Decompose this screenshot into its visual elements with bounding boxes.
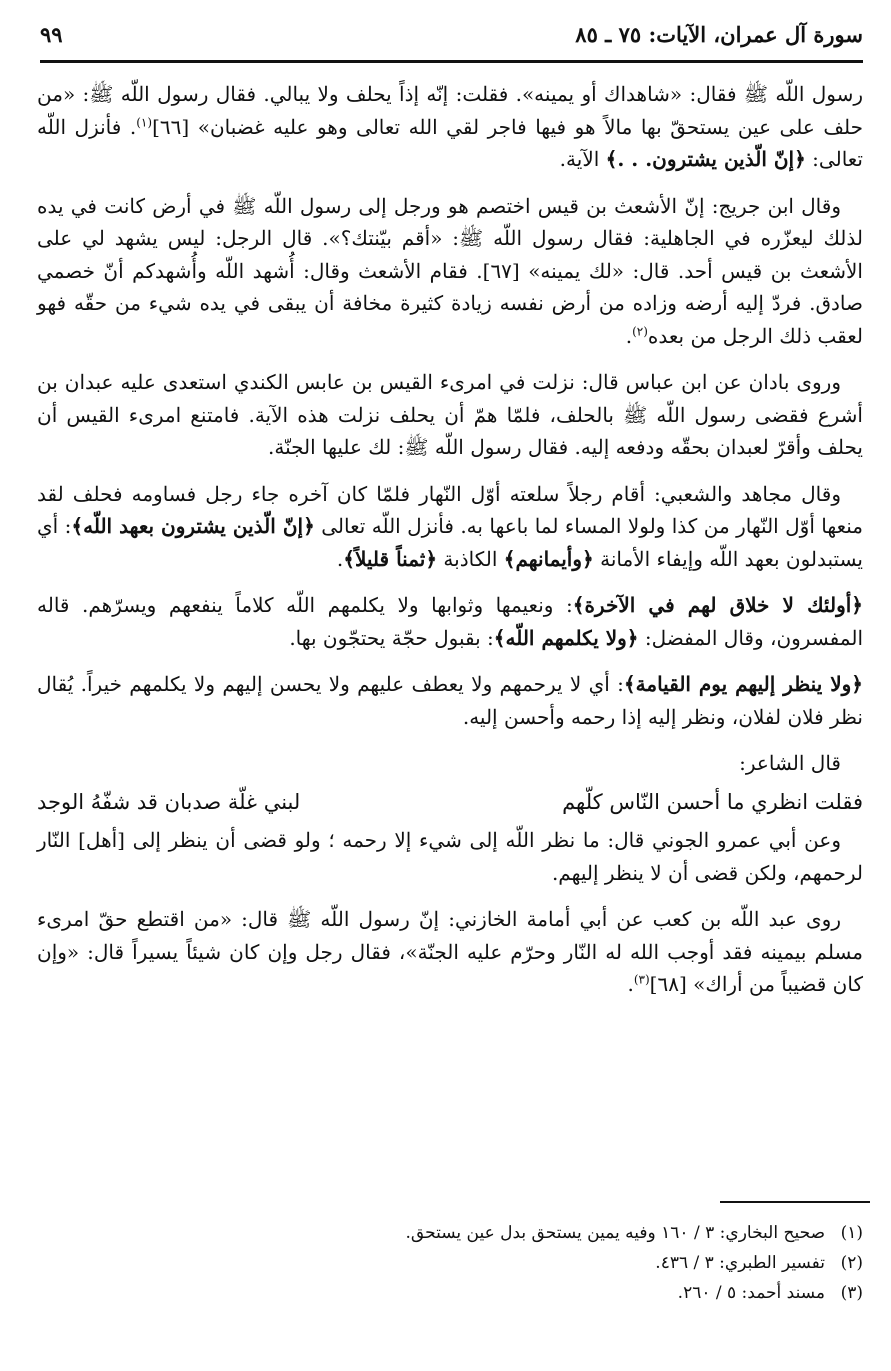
page-header <box>40 14 863 54</box>
footnote <box>37 1248 863 1278</box>
text-run: . <box>625 323 633 348</box>
quran-quote: ﴿إنّ الّذين يشترون. . .﴾ <box>605 147 806 171</box>
paragraph <box>37 903 863 1001</box>
text-run: : أي لا يرحمهم ولا يعطف عليهم ولا يحسن إليهم ولا يكلمهم خيراً. يُقال نظر فلان لفلان، ونظر إليه إذا رحمه وأحسن إليه. <box>37 672 863 729</box>
running-title: سورة آل عمران، الآيات: ٧٥ ـ ٨٥ <box>575 22 863 47</box>
paragraph <box>37 78 863 176</box>
text-run: : ونعيمها وثوابها ولا يكلمهم اللّه كلاماً ينفعهم ويسرّهم. قاله المفسرون، وقال المفضل: <box>37 593 863 650</box>
paragraph-group <box>37 78 863 733</box>
footnote-ref: (١) <box>136 114 153 129</box>
text-run: روى عبد اللّه بن كعب عن أبي أمامة الخازني: إنّ رسول اللّه ﷺ قال: «من اقتطع حقّ امرىء مسلم بيمينه فقد أوجب الله له النّار وحرّم عليه الجنّة»، فقال رجل وإن كان شيئاً يسيراً قال: «وإن كان قضيباً من أراك» [٦٨] <box>37 907 863 996</box>
main-text <box>37 78 863 1015</box>
footnote-ref: (٣) <box>633 972 650 987</box>
footnote-text: مسند أحمد: ٥ / ٢٦٠. <box>677 1283 825 1303</box>
verse-first-hemistich: فقلت انظري ما أحسن النّاس كلّهم <box>562 789 863 814</box>
footnote-text: تفسير الطبري: ٣ / ٤٣٦. <box>655 1253 825 1273</box>
text-run: وقال مجاهد والشعبي: أقام رجلاً سلعته أوّل النّهار فلمّا كان آخره جاء رجل فساومه فحلف لقد منعها أوّل النّهار من كذا ولولا المساء لما باعها به. فأنزل اللّه تعالى <box>37 481 863 538</box>
text-run: وقال ابن جريج: إنّ الأشعث بن قيس اختصم هو ورجل إلى رسول اللّه ﷺ في أرض كانت في يده لذلك ليعزّره في الجاهلية: فقال رسول اللّه ﷺ: «أقم بيّنتك؟». قال الرجل: ليس يشهد لي على الأشعث بن قيس أحد. قال: «لك يمينه» [٦٧]. فقام الأشعث وقال: أُشهد اللّه وأُشهدكم أنّ خصمي صادق. فردّ إليه أرضه وزاده من أرض نفسه زيادة كثيرة مخافة أن يبقى في يده شيء من حقّه فهو لعقب ذلك الرجل من بعده <box>37 193 863 348</box>
footnote-number: (٣) <box>840 1283 863 1303</box>
poet-intro: قال الشاعر: <box>739 751 841 775</box>
quran-quote: ﴿ولا ينظر إليهم يوم القيامة﴾ <box>623 672 863 696</box>
text-run: رسول اللّه ﷺ فقال: «شاهداك أو يمينه». فقلت: إنّه إذاً يحلف ولا يبالي. فقال رسول اللّه ﷺ: «من حلف على عين يستحقّ بها مالاً هو فيها فاجر لقي الله تعالى وهو عليه غضبان» [٦٦] <box>37 82 864 139</box>
paragraph <box>37 478 863 576</box>
header-rule <box>40 60 863 63</box>
footnote-ref: (٢) <box>632 323 648 338</box>
text-run: . <box>627 972 634 996</box>
text-run: الكاذبة <box>437 546 504 571</box>
paragraph-group <box>37 824 863 1001</box>
quran-quote: ﴿ثمناً قليلاً﴾ <box>343 546 438 571</box>
footnote-text: صحيح البخاري: ٣ / ١٦٠ وفيه يمين يستحق بدل عين يستحق. <box>405 1223 825 1243</box>
paragraph <box>37 824 863 889</box>
footnote-number: (٢) <box>840 1253 863 1273</box>
paragraph <box>37 668 863 733</box>
quran-quote: ﴿وأيمانهم﴾ <box>503 546 594 571</box>
text-run: وعن أبي عمرو الجوني قال: ما نظر اللّه إلى شيء إلا رحمه ؛ ولو قضى أن ينظر إلى [أهل] النّار لرحمهم، ولكن قضى أن لا ينظر إليهم. <box>37 828 863 885</box>
paragraph <box>37 589 863 654</box>
quran-quote: ﴿أولئك لا خلاق لهم في الآخرة﴾ <box>572 593 863 617</box>
paragraph <box>37 366 863 464</box>
text-run: . <box>336 546 344 571</box>
poetry-verse <box>37 786 863 819</box>
page-number: ٩٩ <box>40 22 63 47</box>
text-run: : بقبول حجّة يحتجّون بها. <box>289 625 494 650</box>
text-run: الآية. <box>559 147 606 171</box>
paragraph <box>37 190 863 353</box>
quran-quote: ﴿ولا يكلمهم اللّه﴾ <box>493 625 639 650</box>
text-run: . فأنزل اللّه تعالى: <box>37 114 863 171</box>
footnote-rule <box>720 1201 870 1203</box>
footnote-number: (١) <box>840 1223 863 1243</box>
footnotes <box>37 1218 863 1308</box>
text-run: وروى بادان عن ابن عباس قال: نزلت في امرىء القيس بن عابس الكندي استعدى عليه عبدان بن أشرع فقضى رسول اللّه ﷺ بالحلف، فلمّا همّ أن يحلف نزلت هذه الآية. فامتنع امرىء القيس أن يحلف وأقرّ لعبدان بحقّه ودفعه إليه. فقال رسول اللّه ﷺ: لك عليها الجنّة. <box>37 370 863 459</box>
text-run: : أي يستبدلون بعهد اللّه وإيفاء الأمانة <box>37 514 863 571</box>
quran-quote: ﴿إنّ الّذين يشترون بعهد اللّه﴾ <box>71 514 315 538</box>
verse-second-hemistich: لبني غلّة صدبان قد شفّهُ الوجد <box>37 789 301 814</box>
footnote <box>37 1218 863 1248</box>
footnote <box>37 1278 863 1308</box>
